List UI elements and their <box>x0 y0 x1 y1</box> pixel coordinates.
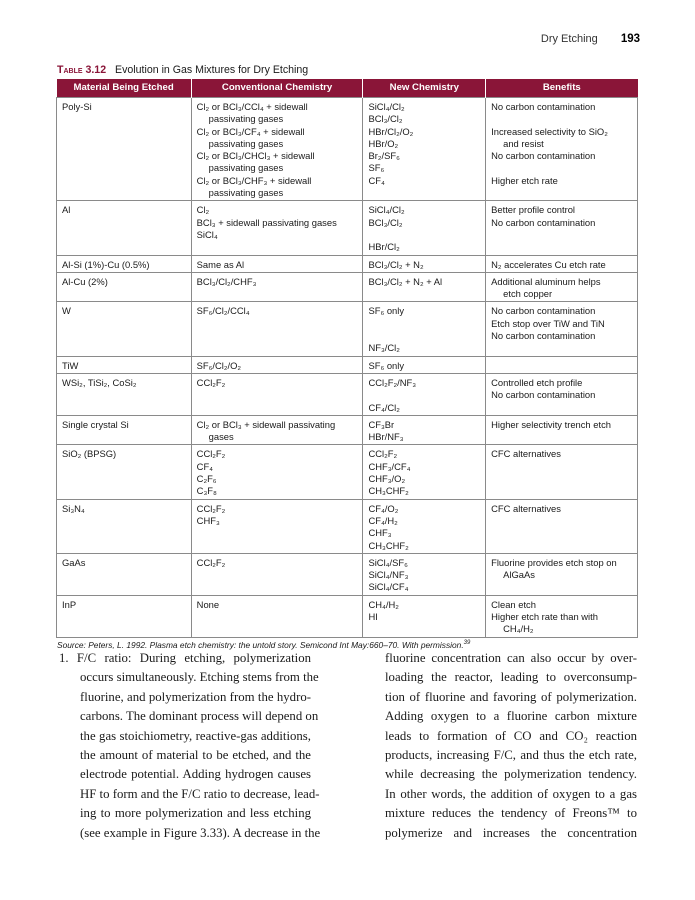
table-row <box>57 255 638 272</box>
body-line: polymerize and increases the concentration <box>385 825 637 840</box>
table-row <box>57 201 638 255</box>
body-line: Adding oxygen to a fluorine carbon mixture <box>385 709 637 724</box>
table-title: Evolution in Gas Mixtures for Dry Etching <box>115 64 309 76</box>
conventional-cell: CCl₂F₂ <box>191 373 363 415</box>
body-line: carbons. The dominant process will depend on <box>80 709 319 724</box>
new-chemistry-cell: SiCl₄/SF₆ SiCl₄/NF₃ SiCl₄/CF₄ <box>363 553 486 595</box>
conventional-cell: CCl₂F₂ <box>191 553 363 595</box>
material-cell: Al <box>57 201 192 255</box>
material-cell: W <box>57 302 192 356</box>
new-chemistry-cell: SiCl₄/Cl₂ BCl₃/Cl₂ HBr/Cl₂ <box>363 201 486 255</box>
conventional-cell: Same as Al <box>191 255 363 272</box>
page-number: 193 <box>620 33 640 45</box>
table-row <box>57 445 638 499</box>
benefits-cell: Clean etch Higher etch rate than with CH₄/H₂ <box>486 595 638 637</box>
body-line: fluorine, and polymerization from the hydro- <box>80 689 311 704</box>
benefits-cell: N₂ accelerates Cu etch rate <box>486 255 638 272</box>
body-line: leads to formation of CO and CO₂ reaction <box>385 728 637 743</box>
new-chemistry-cell: BCl₃/Cl₂ + N₂ <box>363 255 486 272</box>
new-chemistry-cell: SF₆ only NF₃/Cl₂ <box>363 302 486 356</box>
benefits-cell: CFC alternatives <box>486 499 638 553</box>
body-line: the amount of material to be etched, and the <box>80 748 311 763</box>
new-chemistry-cell: CF₄/O₂ CF₄/H₂ CHF₃ CH₃CHF₂ <box>363 499 486 553</box>
table-row <box>57 373 638 415</box>
body-line: loading the reactor, leading to overconsump- <box>385 670 637 685</box>
col-header-new: New Chemistry <box>363 79 486 98</box>
material-cell: Al-Cu (2%) <box>57 272 192 302</box>
body-line: occurs simultaneously. Etching stems from the <box>80 670 319 685</box>
new-chemistry-cell: SF₆ only <box>363 356 486 373</box>
conventional-cell: Cl₂ BCl₃ + sidewall passivating gases SiCl₄ <box>191 201 363 255</box>
table-row <box>57 499 638 553</box>
conventional-cell: Cl₂ or BCl₃/CCl₄ + sidewall passivating gases Cl₂ or BCl₃/CF₄ + sidewall passivating gases Cl₂ or BCl₃/CHCl₃ + sidewall passivating gases Cl₂ or BCl₃/CHF₃ + sidewall passivating gases <box>191 98 363 201</box>
material-cell: SiO₂ (BPSG) <box>57 445 192 499</box>
table-header-row <box>57 79 638 98</box>
body-line: HF to form and the F/C ratio to decrease, lead- <box>80 786 320 801</box>
benefits-cell: Controlled etch profile No carbon contamination <box>486 373 638 415</box>
material-cell: GaAs <box>57 553 192 595</box>
material-cell: TiW <box>57 356 192 373</box>
conventional-cell: BCl₃/Cl₂/CHF₃ <box>191 272 363 302</box>
benefits-cell: No carbon contamination Etch stop over TiW and TiN No carbon contamination <box>486 302 638 356</box>
gas-mixtures-table <box>56 79 638 638</box>
benefits-cell: Additional aluminum helps etch copper <box>486 272 638 302</box>
new-chemistry-cell: CCl₂F₂/NF₃ CF₄/Cl₂ <box>363 373 486 415</box>
benefits-cell <box>486 356 638 373</box>
conventional-cell: None <box>191 595 363 637</box>
conventional-cell: CCl₂F₂ CHF₃ <box>191 499 363 553</box>
table-label: Table 3.12 <box>57 64 107 76</box>
table-row <box>57 98 638 201</box>
benefits-cell: CFC alternatives <box>486 445 638 499</box>
body-column-right <box>385 649 637 843</box>
material-cell: Single crystal Si <box>57 415 192 445</box>
new-chemistry-cell: BCl₃/Cl₂ + N₂ + Al <box>363 272 486 302</box>
conventional-cell: SF₆/Cl₂/O₂ <box>191 356 363 373</box>
conventional-cell: CCl₂F₂ CF₄ C₂F₆ C₃F₈ <box>191 445 363 499</box>
col-header-conventional: Conventional Chemistry <box>191 79 363 98</box>
material-cell: InP <box>57 595 192 637</box>
material-cell: Si₃N₄ <box>57 499 192 553</box>
benefits-cell: Higher selectivity trench etch <box>486 415 638 445</box>
material-cell: WSi₂, TiSi₂, CoSi₂ <box>57 373 192 415</box>
section-title: Dry Etching <box>540 33 598 45</box>
body-line: In other words, the addition of oxygen to a gas <box>385 786 637 801</box>
running-header <box>541 33 640 45</box>
table-row <box>57 302 638 356</box>
body-line: electrode potential. Adding hydrogen causes <box>80 767 311 782</box>
table-row <box>57 553 638 595</box>
body-line: while decreasing the polymerization tendency. <box>385 767 637 782</box>
body-line: tion of fluorine and favoring of polymerization. <box>385 689 637 704</box>
material-cell: Poly-Si <box>57 98 192 201</box>
body-line: mixture reduces the tendency of Freons™ to <box>385 806 637 821</box>
conventional-cell: Cl₂ or BCl₃ + sidewall passivating gases <box>191 415 363 445</box>
body-line: products, increasing F/C, and thus the etch rate, <box>385 748 637 763</box>
body-line: ing to more polymerization and less etching <box>80 806 311 821</box>
source-journal: Semicond Int <box>299 640 349 650</box>
source-text: Peters, L. 1992. Plasma etch chemistry: the untold story. <box>88 640 298 650</box>
body-line: fluorine concentration can also occur by over- <box>385 651 637 665</box>
source-ref: 39 <box>463 640 471 647</box>
body-line: 1. F/C ratio: During etching, polymerization <box>59 651 311 665</box>
body-line: the gas stoichiometry, reactive-gas additions, <box>80 728 311 743</box>
source-prefix: Source: <box>57 640 86 650</box>
table-caption <box>57 64 308 76</box>
new-chemistry-cell: SiCl₄/Cl₂ BCl₃/Cl₂ HBr/Cl₂/O₂ HBr/O₂ Br₂/SF₆ SF₆ CF₄ <box>363 98 486 201</box>
source-tail: May:660–70. With permission. <box>351 640 464 650</box>
new-chemistry-cell: CH₄/H₂ HI <box>363 595 486 637</box>
table-row <box>57 356 638 373</box>
table-row <box>57 595 638 637</box>
conventional-cell: SF₆/Cl₂/CCl₄ <box>191 302 363 356</box>
benefits-cell: Fluorine provides etch stop on AlGaAs <box>486 553 638 595</box>
benefits-cell: Better profile control No carbon contamination <box>486 201 638 255</box>
benefits-cell: No carbon contamination Increased selectivity to SiO₂ and resist No carbon contamination Higher etch rate <box>486 98 638 201</box>
new-chemistry-cell: CCl₂F₂ CHF₃/CF₄ CHF₃/O₂ CH₃CHF₂ <box>363 445 486 499</box>
new-chemistry-cell: CF₃Br HBr/NF₃ <box>363 415 486 445</box>
col-header-material: Material Being Etched <box>57 79 192 98</box>
body-line: (see example in Figure 3.33). A decrease in the <box>80 825 321 840</box>
table-row <box>57 415 638 445</box>
material-cell: Al-Si (1%)-Cu (0.5%) <box>57 255 192 272</box>
col-header-benefits: Benefits <box>486 79 638 98</box>
table-row <box>57 272 638 302</box>
body-column-left <box>59 649 321 843</box>
